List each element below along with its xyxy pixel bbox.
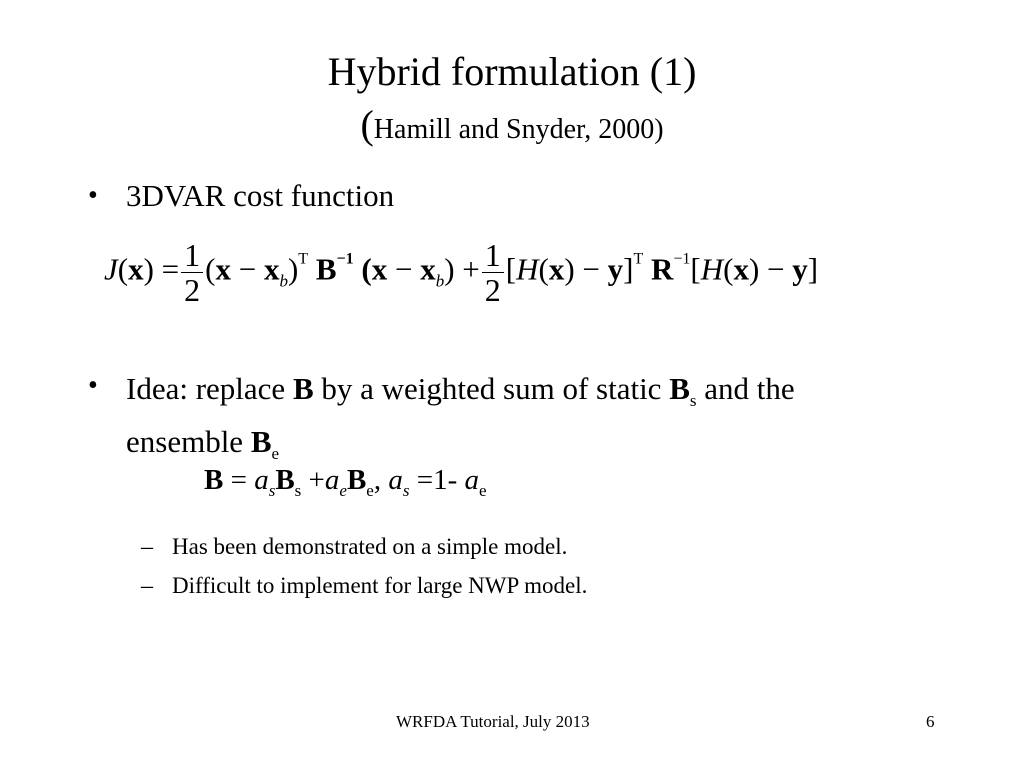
eq-symbol: x bbox=[548, 251, 565, 287]
fraction bbox=[482, 238, 504, 307]
cost-function-equation bbox=[104, 238, 818, 307]
sub-bullet-text: Has been demonstrated on a simple model. bbox=[172, 534, 568, 559]
subtitle-citation: Hamill and Snyder, 2000 bbox=[373, 114, 655, 145]
eq-symbol: − bbox=[387, 251, 421, 287]
fraction-numerator: 1 bbox=[181, 238, 203, 273]
eq-symbol: a bbox=[254, 464, 269, 496]
eq-symbol: y bbox=[792, 251, 808, 287]
bullet-text bbox=[126, 368, 986, 474]
slide-number: 6 bbox=[926, 712, 935, 731]
bullet-marker: • bbox=[88, 370, 98, 401]
eq-superscript: T bbox=[633, 250, 644, 268]
eq-symbol: a bbox=[464, 464, 479, 496]
eq-symbol: B bbox=[346, 464, 367, 496]
eq-symbol: x bbox=[420, 251, 436, 287]
bullet-text-bold: B bbox=[669, 371, 690, 406]
eq-subscript: s bbox=[402, 481, 410, 500]
eq-symbol: x bbox=[371, 251, 388, 287]
eq-symbol: ) + bbox=[444, 251, 480, 287]
slide-title: Hybrid formulation (1) bbox=[327, 49, 697, 94]
eq-subscript: b bbox=[435, 271, 445, 291]
bullet-text-bold: B bbox=[250, 424, 272, 460]
eq-subscript: s bbox=[268, 481, 276, 500]
sub-bullet-marker: – bbox=[141, 573, 153, 599]
eq-symbol: x bbox=[128, 251, 144, 287]
fraction-numerator: 1 bbox=[482, 238, 504, 273]
eq-symbol: ) = bbox=[143, 251, 180, 287]
eq-subscript: e bbox=[478, 481, 487, 500]
eq-subscript: e bbox=[339, 481, 347, 500]
hybrid-b-equation bbox=[204, 464, 487, 501]
eq-symbol: − bbox=[230, 251, 264, 287]
eq-symbol: ( bbox=[117, 251, 129, 287]
subtitle-close-paren: ) bbox=[654, 114, 664, 145]
eq-symbol: ] bbox=[807, 251, 819, 287]
subtitle-open-paren: ( bbox=[360, 102, 374, 147]
eq-symbol: a bbox=[324, 464, 340, 496]
fraction-denominator: 2 bbox=[184, 272, 201, 308]
fraction-denominator: 2 bbox=[484, 272, 501, 308]
eq-subscript: e bbox=[366, 481, 374, 500]
eq-symbol: B bbox=[315, 251, 337, 287]
eq-subscript: s bbox=[294, 481, 302, 500]
eq-superscript: T bbox=[298, 250, 309, 268]
bullet-text-subscript: s bbox=[689, 391, 697, 411]
eq-symbol: R bbox=[650, 251, 674, 287]
bullet-text-bold: B bbox=[292, 371, 314, 406]
eq-symbol: B bbox=[275, 464, 295, 496]
bullet-text-part: by a weighted sum of static bbox=[313, 371, 670, 406]
bullet-text-part: Idea: replace bbox=[126, 371, 293, 406]
eq-symbol: x bbox=[263, 251, 280, 287]
eq-symbol: + bbox=[301, 464, 325, 496]
slide-subtitle bbox=[0, 103, 1024, 156]
eq-symbol: J bbox=[104, 251, 118, 287]
eq-superscript: −1 bbox=[673, 250, 691, 268]
bullet-marker: • bbox=[88, 180, 98, 211]
eq-subscript: b bbox=[279, 271, 288, 291]
bullet-text-part: ensemble bbox=[126, 424, 251, 460]
eq-symbol: ) − bbox=[748, 251, 793, 287]
eq-symbol: H bbox=[516, 251, 539, 287]
eq-symbol: =1- bbox=[409, 464, 465, 496]
eq-symbol: x bbox=[733, 251, 749, 287]
eq-symbol: B bbox=[204, 464, 224, 496]
eq-symbol: a bbox=[388, 464, 403, 496]
eq-superscript: −1 bbox=[336, 250, 354, 268]
fraction bbox=[181, 238, 203, 307]
eq-symbol: ) bbox=[287, 251, 299, 287]
bullet-text: 3DVAR cost function bbox=[126, 178, 395, 213]
bullet-text-subscript: e bbox=[271, 444, 280, 464]
eq-symbol: ] bbox=[623, 251, 634, 287]
eq-symbol: x bbox=[215, 251, 231, 287]
footer-text: WRFDA Tutorial, July 2013 bbox=[396, 712, 590, 731]
eq-symbol: y bbox=[607, 251, 624, 287]
eq-symbol: ( bbox=[723, 251, 734, 287]
eq-symbol: H bbox=[700, 251, 724, 287]
eq-symbol: ) − bbox=[564, 251, 608, 287]
eq-symbol: ( bbox=[538, 251, 549, 287]
sub-bullet-marker: – bbox=[141, 534, 153, 560]
eq-symbol: , bbox=[373, 464, 389, 496]
eq-symbol: ( bbox=[205, 251, 216, 287]
eq-symbol: [ bbox=[690, 251, 701, 287]
eq-symbol: [ bbox=[505, 251, 517, 287]
eq-symbol: ( bbox=[361, 251, 372, 287]
sub-bullet-text: Difficult to implement for large NWP model. bbox=[172, 573, 588, 598]
bullet-text-part: and the bbox=[696, 371, 795, 406]
eq-symbol: = bbox=[223, 464, 255, 496]
